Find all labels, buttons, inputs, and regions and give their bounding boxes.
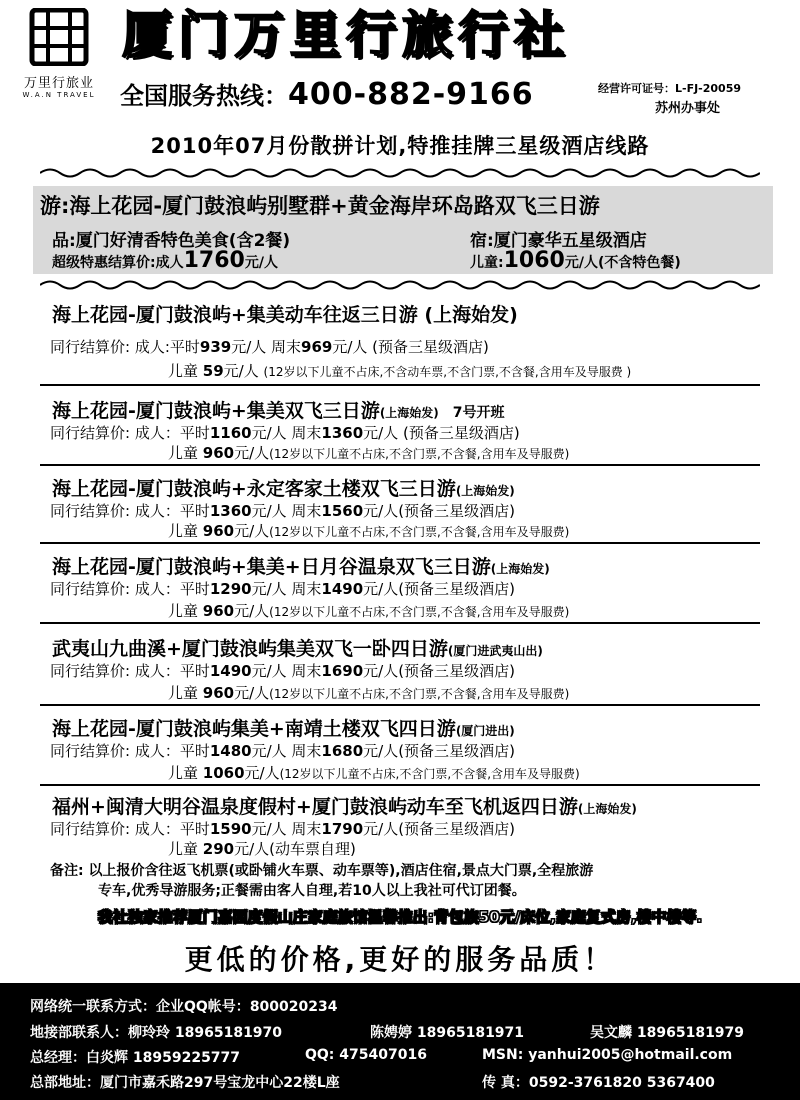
route-adult-price <box>50 660 515 681</box>
child-price: 960 <box>202 522 235 540</box>
qq-number[interactable]: 800020234 <box>249 999 338 1015</box>
route-child-price <box>168 682 569 703</box>
adult-weekend-price: 969 <box>301 338 333 356</box>
hotline <box>120 77 534 112</box>
footer-fax <box>482 1072 715 1092</box>
logo-text-en: W.A.N TRAVEL <box>22 91 96 99</box>
adult-prefix: 同行结算价: 成人：平时 <box>50 580 210 598</box>
adult-weekend-price: 1790 <box>321 820 364 838</box>
footer-manager-line <box>30 1047 240 1067</box>
contact-name: 柳玲玲 <box>128 1025 170 1041</box>
child-price: 290 <box>202 840 235 858</box>
adult-prefix: 同行结算价: 成人：平时 <box>50 820 210 838</box>
promo-text: 我社独家推荐厦门嘉园度假山庄家庭旅馆温馨推出:背包族50元/床位,家庭复式房,楼中楼等. <box>97 908 703 926</box>
adult-suffix: 元/人(预备三星级酒店) <box>363 742 515 760</box>
route-tag: (厦门进出) <box>455 724 515 738</box>
footer-msn <box>482 1047 732 1063</box>
route-title-text: 海上花园-厦门鼓浪屿+集美双飞三日游 <box>52 400 380 422</box>
route-tag: (上海始发) <box>490 562 550 576</box>
featured-child-unit: 元/人(不含特色餐) <box>564 255 681 271</box>
child-note: (动车票自理) <box>269 840 356 858</box>
route-child-price <box>168 442 569 463</box>
adult-prefix: 同行结算价: 成人：平时 <box>50 742 210 760</box>
route-title <box>52 396 505 423</box>
notes-line-1: 备注: 以上报价含往返飞机票(或卧铺火车票、动车票等),酒店住宿,景点大门票,全程旅游 <box>50 863 594 879</box>
child-price: 960 <box>202 684 235 702</box>
child-note: (12岁以下儿童不占床,不含门票,不含餐,含用车及导服费) <box>269 447 570 461</box>
route-child-price <box>168 360 631 381</box>
route-extra: 7号开班 <box>452 405 505 421</box>
route-title <box>52 300 518 327</box>
adult-suffix: 元/人(预备三星级酒店) <box>363 502 515 520</box>
adult-mid: 元/人 周末 <box>251 742 322 760</box>
route-title-text: 海上花园-厦门鼓浪屿+永定客家土楼双飞三日游 <box>52 478 456 500</box>
route-title-text: 福州+闽清大明谷温泉度假村+厦门鼓浪屿动车至飞机返四日游 <box>52 796 578 818</box>
adult-mid: 元/人 周末 <box>251 580 322 598</box>
qq2-number[interactable]: 475407016 <box>339 1047 427 1063</box>
child-prefix: 儿童 <box>168 764 199 782</box>
child-prefix: 儿童 <box>168 602 199 620</box>
child-price: 960 <box>202 602 235 620</box>
adult-mid: 元/人 周末 <box>251 662 322 680</box>
slogan: 更低的价格,更好的服务品质！ <box>184 943 616 976</box>
route-child-price <box>168 600 569 621</box>
child-unit: 元/人 <box>223 362 259 380</box>
address: 厦门市嘉禾路297号宝龙中心22楼L座 <box>100 1075 340 1091</box>
child-unit: 元/人 <box>234 522 270 540</box>
child-note: (12岁以下儿童不占床,不含门票,不含餐,含用车及导服费) <box>279 767 580 781</box>
logo <box>18 8 100 98</box>
contact-phone[interactable]: 18965181979 <box>636 1025 745 1041</box>
manager-phone[interactable]: 18959225777 <box>132 1050 241 1066</box>
contacts-label: 地接部联系人： <box>30 1025 128 1041</box>
route-adult-price <box>50 740 515 761</box>
child-prefix: 儿童 <box>168 840 199 858</box>
adult-mid: 元/人 周末 <box>251 502 322 520</box>
route-title <box>52 634 543 661</box>
route-title <box>52 474 515 501</box>
adult-normal-price: 1290 <box>209 580 252 598</box>
contact-name: 吴文麟 <box>590 1025 632 1041</box>
adult-suffix: 元/人(预备三星级酒店) <box>363 662 515 680</box>
adult-weekend-price: 1360 <box>321 424 364 442</box>
address-label: 总部地址： <box>30 1075 100 1091</box>
child-note: (12岁以下儿童不占床,不含动车票,不含门票,不含餐,含用车及导服费 ) <box>263 365 632 379</box>
page-title: 2010年07月份散拼计划,特推挂牌三星级酒店线路 <box>150 134 650 158</box>
featured-child-label: 儿童: <box>470 255 504 271</box>
child-price: 960 <box>202 444 235 462</box>
route-title-text: 海上花园-厦门鼓浪屿+集美动车往返三日游 (上海始发) <box>52 304 518 326</box>
featured-adult-value: 1760 <box>183 248 245 273</box>
hotline-number[interactable]: 400-882-9166 <box>288 77 534 112</box>
adult-normal-price: 1590 <box>209 820 252 838</box>
msn-address[interactable]: yanhui2005@hotmail.com <box>528 1047 733 1063</box>
msn-label: MSN: <box>482 1047 524 1063</box>
adult-weekend-price: 1560 <box>321 502 364 520</box>
route-adult-price <box>50 578 515 599</box>
manager-name: 白炎辉 <box>86 1050 128 1066</box>
adult-weekend-price: 1490 <box>321 580 364 598</box>
featured-adult-price <box>52 248 278 273</box>
qq2-label: QQ: <box>305 1047 335 1063</box>
manager-label: 总经理： <box>30 1050 86 1066</box>
route-title-text: 海上花园-厦门鼓浪屿集美+南靖土楼双飞四日游 <box>52 718 456 740</box>
adult-suffix: 元/人 (预备三星级酒店) <box>332 338 489 356</box>
fax-label: 传 真： <box>482 1075 529 1091</box>
child-unit: 元/人 <box>234 840 270 858</box>
office-name: 苏州办事处 <box>655 101 721 116</box>
adult-suffix: 元/人(预备三星级酒店) <box>363 580 515 598</box>
adult-prefix: 同行结算价: 成人:平时 <box>50 338 200 356</box>
child-price: 59 <box>202 362 224 380</box>
route-adult-price <box>50 422 520 443</box>
route-adult-price <box>50 500 515 521</box>
footer-qq-line <box>30 996 337 1016</box>
route-child-price <box>168 520 569 541</box>
adult-weekend-price: 1680 <box>321 742 364 760</box>
featured-adult-unit: 元/人 <box>244 255 278 271</box>
adult-weekend-price: 1690 <box>321 662 364 680</box>
route-tag: (上海始发) <box>379 406 439 420</box>
adult-mid: 元/人 周末 <box>231 338 302 356</box>
route-title-text: 武夷山九曲溪+厦门鼓浪屿集美双飞一卧四日游 <box>52 638 448 660</box>
adult-normal-price: 1160 <box>209 424 252 442</box>
route-child-price <box>168 762 580 783</box>
featured-title: 游:海上花园-厦门鼓浪屿别墅群+黄金海岸环岛路双飞三日游 <box>40 194 600 218</box>
route-tag: (上海始发) <box>455 484 515 498</box>
child-unit: 元/人 <box>234 602 270 620</box>
notes-line-2: 专车,优秀导游服务;正餐需由客人自理,若10人以上我社可代订团餐。 <box>98 883 526 899</box>
ornament-divider-icon <box>40 166 760 180</box>
logo-text-cn: 万里行旅业 <box>23 76 94 91</box>
route-adult-price <box>50 336 489 357</box>
route-title <box>52 792 637 819</box>
footer-address-line <box>30 1072 340 1092</box>
adult-normal-price: 1490 <box>209 662 252 680</box>
route-title-text: 海上花园-厦门鼓浪屿+集美+日月谷温泉双飞三日游 <box>52 556 491 578</box>
footer-contacts-line <box>30 1022 282 1042</box>
route-title <box>52 552 550 579</box>
adult-prefix: 同行结算价: 成人：平时 <box>50 662 210 680</box>
child-note: (12岁以下儿童不占床,不含门票,不含餐,含用车及导服费) <box>269 525 570 539</box>
fax-number[interactable]: 0592-3761820 <box>528 1075 642 1091</box>
contact-phone[interactable]: 18965181970 <box>174 1025 283 1041</box>
route-tag: (厦门进武夷山出) <box>447 644 543 658</box>
fax-number-2[interactable]: 5367400 <box>646 1075 715 1091</box>
license-number: 经营许可证号：L-FJ-20059 <box>598 82 742 95</box>
child-unit: 元/人 <box>234 684 270 702</box>
contact-name: 陈娉婷 <box>370 1025 412 1041</box>
child-price: 1060 <box>202 764 245 782</box>
qq-label: 网络统一联系方式：企业QQ帐号： <box>30 999 250 1015</box>
adult-prefix: 同行结算价: 成人：平时 <box>50 424 210 442</box>
contact-phone[interactable]: 18965181971 <box>416 1025 525 1041</box>
adult-normal-price: 1360 <box>209 502 252 520</box>
agency-name: 厦门万里行旅行社 <box>122 6 570 64</box>
logo-mark-icon <box>28 8 90 66</box>
child-note: (12岁以下儿童不占床,不含门票,不含餐,含用车及导服费) <box>269 605 570 619</box>
adult-mid: 元/人 周末 <box>251 424 322 442</box>
featured-child-price <box>470 248 681 273</box>
child-prefix: 儿童 <box>168 444 199 462</box>
ornament-divider-icon <box>40 278 760 292</box>
child-prefix: 儿童 <box>168 684 199 702</box>
child-prefix: 儿童 <box>168 362 199 380</box>
featured-child-value: 1060 <box>503 248 565 273</box>
adult-normal-price: 939 <box>199 338 232 356</box>
adult-normal-price: 1480 <box>209 742 252 760</box>
child-unit: 元/人 <box>244 764 280 782</box>
child-prefix: 儿童 <box>168 522 199 540</box>
featured-food: 品:厦门好清香特色美食(含2餐) <box>52 231 291 251</box>
featured-hotel: 宿:厦门豪华五星级酒店 <box>470 231 647 251</box>
route-tag: (上海始发) <box>577 802 637 816</box>
route-title <box>52 714 515 741</box>
footer-contact-3 <box>590 1022 744 1042</box>
route-child-price <box>168 838 356 859</box>
adult-prefix: 同行结算价: 成人：平时 <box>50 502 210 520</box>
hotline-label: 全国服务热线： <box>120 82 288 110</box>
child-note: (12岁以下儿童不占床,不含门票,不含餐,含用车及导服费) <box>269 687 570 701</box>
route-adult-price <box>50 818 515 839</box>
child-unit: 元/人 <box>234 444 270 462</box>
adult-suffix: 元/人 (预备三星级酒店) <box>363 424 520 442</box>
adult-mid: 元/人 周末 <box>251 820 322 838</box>
adult-suffix: 元/人(预备三星级酒店) <box>363 820 515 838</box>
featured-adult-label: 超级特惠结算价:成人 <box>52 255 184 271</box>
footer-contact-2 <box>370 1022 524 1042</box>
footer-qq2 <box>305 1047 427 1063</box>
